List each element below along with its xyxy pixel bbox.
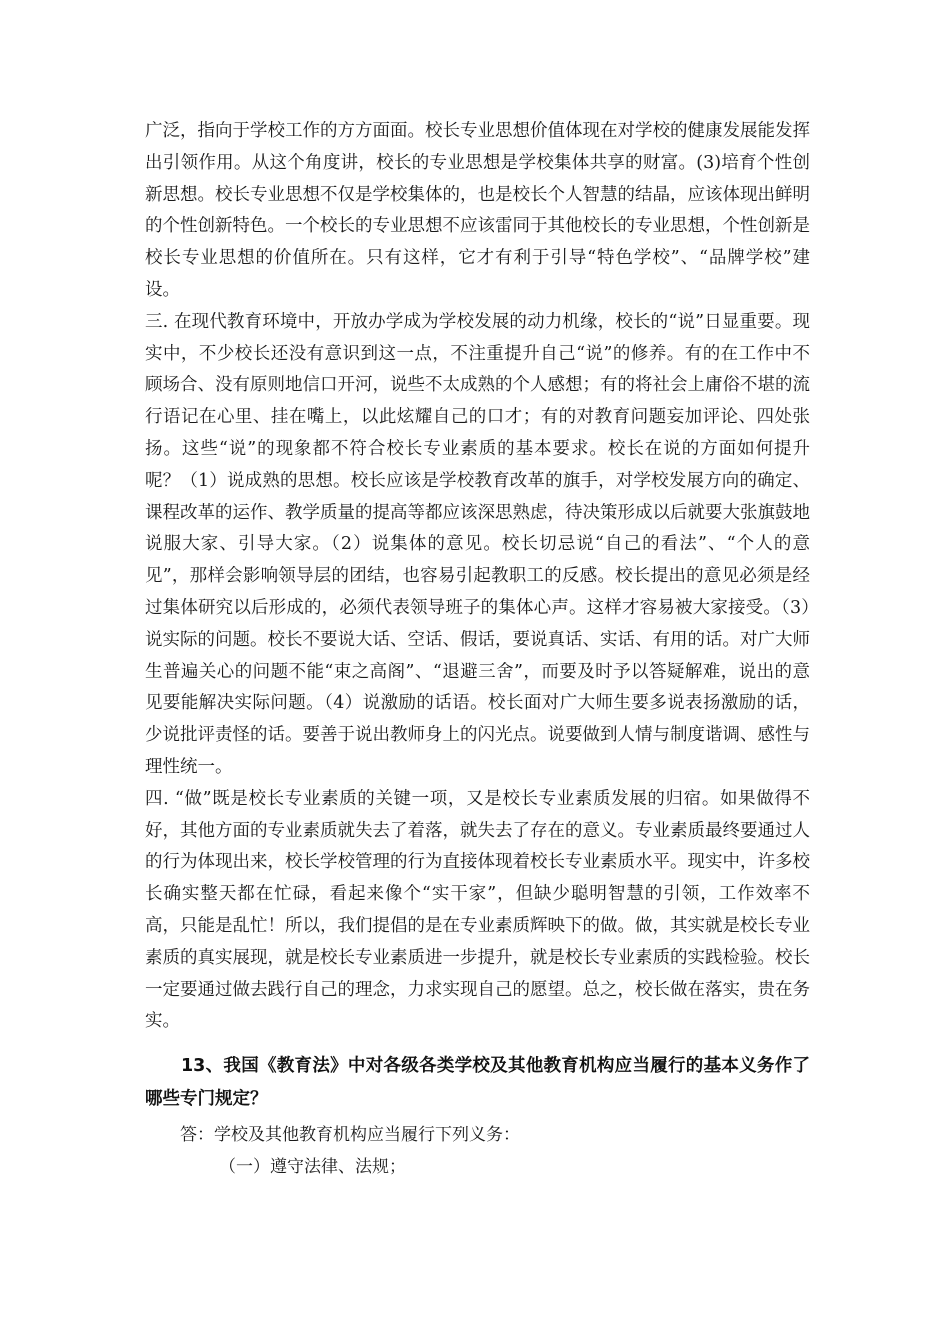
document-body xyxy=(145,116,810,1038)
question-heading: 13、我国《教育法》中对各级各类学校及其他教育机构应当履行的基本义务作了哪些专门规定？ xyxy=(145,1056,810,1109)
paragraph-speaking: 三. 在现代教育环境中，开放办学成为学校发展的动力机缘，校长的“说”日显重要。现实中，不少校长还没有意识到这一点，不注重提升自己“说”的修养。有的在工作中不顾场合、没有原则地信口开河，说些不太成熟的个人感想；有的将社会上庸俗不堪的流行语记在心里、挂在嘴上，以此炫耀自己的口才；有的对教育问题妄加评论、四处张扬。这些“说”的现象都不符合校长专业素质的基本要求。校长在说的方面如何提升呢？（1）说成熟的思想。校长应该是学校教育改革的旗手，对学校发展方向的确定、课程改革的运作、教学质量的提高等都应该深思熟虑，待决策形成以后就要大张旗鼓地说服大家、引导大家。（2）说集体的意见。校长切忌说“自己的看法”、“个人的意见”，那样会影响领导层的团结，也容易引起教职工的反感。校长提出的意见必须是经过集体研究以后形成的，必须代表领导班子的集体心声。这样才容易被大家接受。（3）说实际的问题。校长不要说大话、空话、假话，要说真话、实话、有用的话。对广大师生普遍关心的问题不能“束之高阁”、“退避三舍”，而要及时予以答疑解难，说出的意见要能解决实际问题。（4）说激励的话语。校长面对广大师生要多说表扬激励的话，少说批评责怪的话。要善于说出教师身上的闪光点。说要做到人情与制度谐调、感性与理性统一。 xyxy=(145,311,810,777)
paragraph-school-thought: 广泛，指向于学校工作的方方面面。校长专业思想价值体现在对学校的健康发展能发挥出引领作用。从这个角度讲，校长的专业思想是学校集体共享的财富。(3)培育个性创新思想。校长专业思想不仅是学校集体的，也是校长个人智慧的结晶，应该体现出鲜明的个性创新特色。一个校长的专业思想不应该雷同于其他校长的专业思想，个性创新是校长专业思想的价值所在。只有这样，它才有利于引导“特色学校”、“品牌学校”建设。 xyxy=(145,121,810,300)
answer-intro: 答：学校及其他教育机构应当履行下列义务： xyxy=(180,1125,520,1145)
obligation-item: （一）遵守法律、法规； xyxy=(219,1157,406,1177)
paragraph-doing: 四. “做”既是校长专业素质的关键一项，又是校长专业素质发展的归宿。如果做得不好，其他方面的专业素质就失去了着落，就失去了存在的意义。专业素质最终要通过人的行为体现出来，校长学校管理的行为直接体现着校长专业素质水平。现实中，许多校长确实整天都在忙碌，看起来像个“实干家”，但缺少聪明智慧的引领，工作效率不高，只能是乱忙！所以，我们提倡的是在专业素质辉映下的做。做，其实就是校长专业素质的真实展现，就是校长专业素质进一步提升，就是校长专业素质的实践检验。校长一定要通过做去践行自己的理念，力求实现自己的愿望。总之，校长做在落实，贵在务实。 xyxy=(145,788,810,1032)
